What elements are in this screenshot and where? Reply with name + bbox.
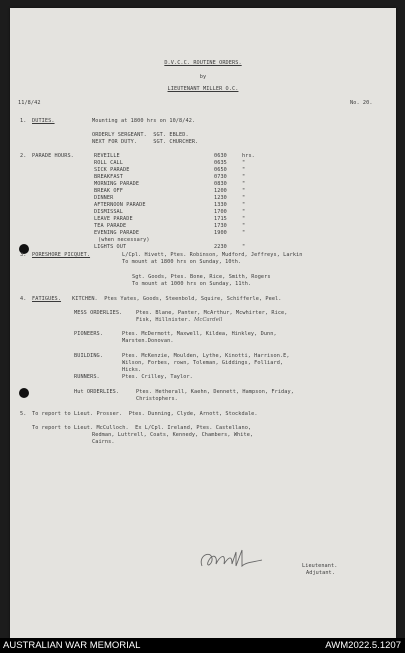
section-title: DUTIES. [32,118,55,124]
document-title: D.V.C.C. ROUTINE ORDERS. [164,60,242,66]
parade-unit: " [242,195,246,201]
fatigue-names: Ptes. Hetherall, Kaehn, Dennett, Hampson, Friday, [136,389,294,395]
catalog-footer [0,638,405,653]
fatigue-label: PIONEERS. [74,331,104,337]
section-number: 3. [20,252,27,258]
section-number: 5. [20,411,27,417]
parade-event: MORNING PARADE [94,181,140,187]
parade-event: ROLL CALL [94,160,124,166]
parade-unit: " [242,209,246,215]
document-page [10,8,396,638]
parade-time: 2230 [214,244,227,250]
parade-event: SICK PARADE [94,167,130,173]
picquet-line [132,274,271,281]
fatigue-names: Ptes. McKenzie, Moulden, Lythe, Kinotti, Harrison.E, [122,353,290,359]
parade-event: AFTERNOON PARADE [94,202,146,208]
next-for-duty: NEXT FOR DUTY. SGT. CHURCHER. [92,139,199,145]
parade-unit: " [242,230,246,236]
section-number: 2. [20,153,27,159]
picquet-line: L/Cpl. Hivett, Ptes. Robinson, Mudford, Jeffreys, Larkin [122,252,303,258]
section-number: 1. [20,118,27,124]
parade-event: DINNER [94,195,114,201]
handwritten-note: McCardell [194,317,223,323]
section-title: PARADE HOURS. [32,153,74,159]
parade-time: 1900 [214,230,227,236]
section-title: FATIGUES. [32,296,62,302]
picquet-line: To mount at 1000 hrs on Sunday, 11th. [132,281,252,287]
punch-hole [19,388,29,398]
signature-role: Adjutant. [306,570,336,576]
parade-time: 0650 [214,167,227,173]
document-number: No. 20. [350,100,373,106]
parade-unit: " [242,223,246,229]
parade-event: (when necessary) [98,237,150,243]
fatigue-names: Marsten.Donovan. [122,338,174,344]
fatigue-names: Christophers. [136,396,178,402]
parade-unit: " [242,160,246,166]
fatigue-label: MESS ORDERLIES. [74,310,123,316]
fatigue-names: Wilson, Forbes, rown, Toleman, Giddings, Folliard, [122,360,284,366]
parade-unit: " [242,216,246,222]
parade-time: 1700 [214,209,227,215]
parade-time: 1330 [214,202,227,208]
parade-unit: " [242,181,246,187]
fatigue-label: RUNNERS. [74,374,100,380]
signature-scrawl [196,548,268,574]
report-line: To report to Lieut. McCulloch. Ex L/Cpl. Ireland, Ptes. Castellano, [32,425,252,431]
footer-right: AWM2022.5.1207 [325,640,401,651]
parade-time: 0730 [214,174,227,180]
section-title: PORESHORE PICQUET. [32,252,91,258]
fatigue-label: Hut ORDERLIES. [74,389,120,395]
parade-time: 0630 [214,153,227,159]
fatigue-names: Ptes. McDermott, Maxwell, Kildea, Hinkley, Dunn, [122,331,277,337]
parade-event: LEAVE PARADE [94,216,133,222]
duties-text: Mounting at 1800 hrs on 10/8/42. [92,118,196,124]
parade-time: 1200 [214,188,227,194]
document-officer: LIEUTENANT MILLER O.C. [167,86,239,92]
parade-event: BREAKFAST [94,174,124,180]
parade-time: 1230 [214,195,227,201]
fatigue-names [136,317,222,324]
section-number: 4. [20,296,27,302]
fatigue-names-text: Fisk, Hillnister. [136,317,191,323]
parade-event: REVEILLE [94,153,120,159]
parade-unit: " [242,188,246,194]
parade-unit: " [242,202,246,208]
parade-event: TEA PARADE [94,223,127,229]
picquet-line: To mount at 1800 hrs on Sunday, 10th. [122,259,242,265]
parade-time: 0830 [214,181,227,187]
picquet-names: Sgt. Goods, Ptes. Bone, Rice, Smith, Rogers [132,274,271,280]
fatigue-label: BUILDING. [74,353,104,359]
parade-time: 0635 [214,160,227,166]
parade-unit: " [242,174,246,180]
parade-unit: " [242,244,246,250]
orderly-sergeant: ORDERLY SERGEANT. SGT. EBLED. [92,132,189,138]
fatigue-kitchen: KITCHEN. Ptes Yates, Goods, Steenbold, Squire, Schifferle, Peel. [72,296,282,302]
parade-time: 1715 [214,216,227,222]
fatigue-names: Hicks. [122,367,142,373]
document-date: 11/8/42 [18,100,41,106]
parade-time: 1730 [214,223,227,229]
fatigue-names: Ptes. Crilley, Taylor. [122,374,193,380]
parade-event: BREAK OFF [94,188,124,194]
parade-event: LIGHTS OUT [94,244,127,250]
parade-unit: hrs. [242,153,255,159]
document-by: by [199,74,207,80]
parade-event: EVENING PARADE [94,230,140,236]
fatigue-names: Ptes. Blane, Panter, McArthur, Mcwhirter, Rice, [136,310,288,316]
report-line: Cairns. [92,439,115,445]
footer-left: AUSTRALIAN WAR MEMORIAL [3,640,141,651]
parade-unit: " [242,167,246,173]
report-line: Redman, Luttrell, Coats, Kennedy, Chambers, White, [92,432,254,438]
report-line: To report to Lieut. Prosser. Ptes. Dunning, Clyde, Arnott, Stockdale. [32,411,258,417]
signature-rank: Lieutenant. [302,563,338,569]
parade-event: DISMISSAL [94,209,124,215]
